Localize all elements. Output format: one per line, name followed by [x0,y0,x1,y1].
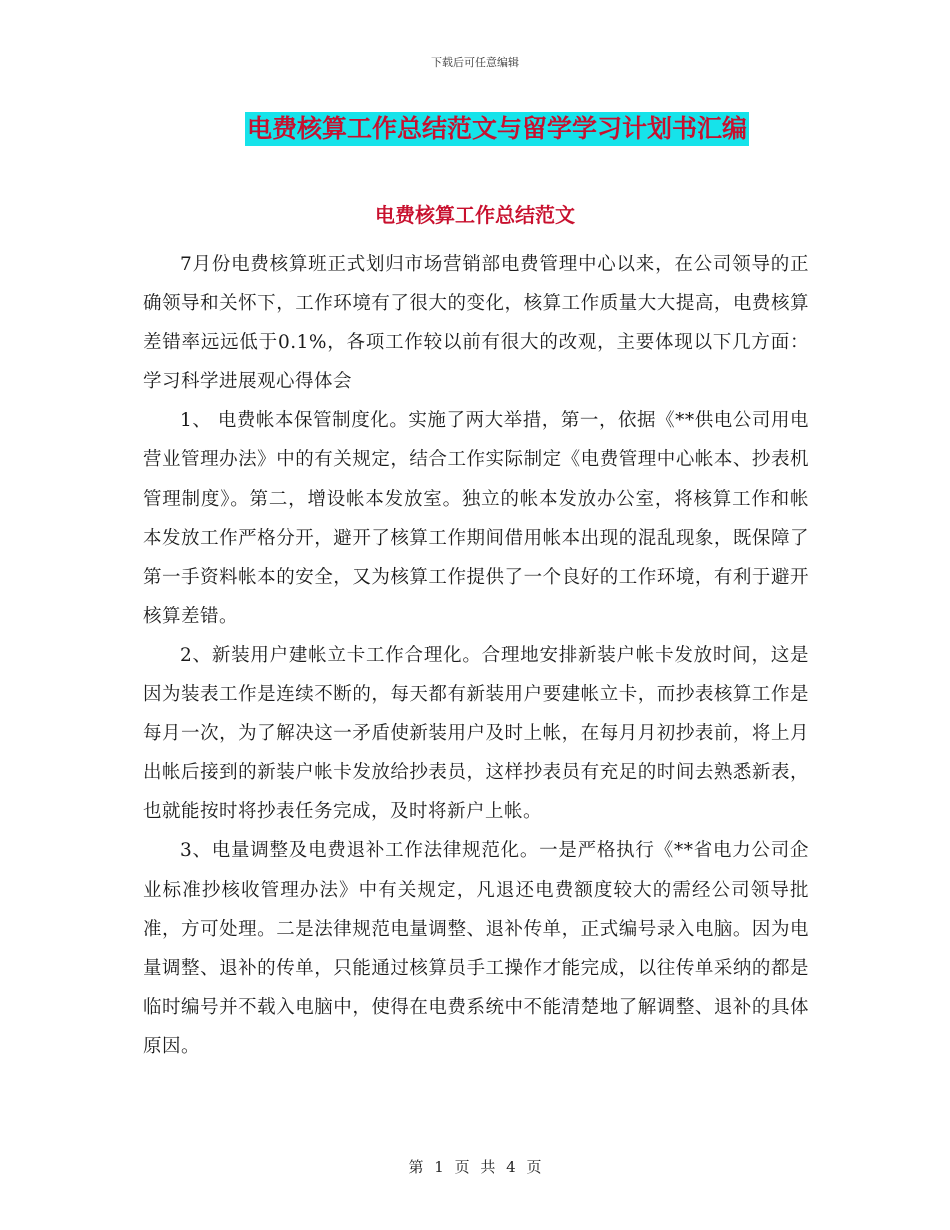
paragraph-item-1: 1、 电费帐本保管制度化。实施了两大举措，第一，依据《**供电公司用电营业管理办法》中的有关规定，结合工作实际制定《电费管理中心帐本、抄表机管理制度》。第二，增设帐本发放室。独立的帐本发放办公室，将核算工作和帐本发放工作严格分开，避开了核算工作期间借用帐本出现的混乱现象，既保障了第一手资料帐本的安全，又为核算工作提供了一个良好的工作环境，有利于避开核算差错。 [143,410,809,627]
paragraph-item-2: 2、新装用户建帐立卡工作合理化。合理地安排新装户帐卡发放时间，这是因为装表工作是连续不断的，每天都有新装用户要建帐立卡，而抄表核算工作是每月一次，为了解决这一矛盾使新装用户及时上帐，在每月月初抄表前，将上月出帐后接到的新装户帐卡发放给抄表员，这样抄表员有充足的时间去熟悉新表，也就能按时将抄表任务完成，及时将新户上帐。 [143,644,809,823]
document-body [143,245,809,1066]
document-title: 电费核算工作总结范文与留学学习计划书汇编 [245,112,749,146]
page-number-footer: 第 1 页 共 4 页 [408,1158,542,1176]
section-title: 电费核算工作总结范文 [375,203,575,227]
paragraph-item-3: 3、电量调整及电费退补工作法律规范化。一是严格执行《**省电力公司企业标准抄核收管理办法》中有关规定，凡退还电费额度较大的需经公司领导批准，方可处理。二是法律规范电量调整、退补传单，正式编号录入电脑。因为电量调整、退补的传单，只能通过核算员手工操作才能完成，以往传单采纳的都是临时编号并不载入电脑中，使得在电费系统中不能清楚地了解调整、退补的具体原因。 [143,840,809,1057]
page-header-note: 下载后可任意编辑 [431,56,519,69]
paragraph-intro: 7月份电费核算班正式划归市场营销部电费管理中心以来，在公司领导的正确领导和关怀下，工作环境有了很大的变化，核算工作质量大大提高，电费核算差错率远远低于0.1%，各项工作较以前有很大的改观，主要体现以下几方面：学习科学进展观心得体会 [143,254,809,393]
document-title-container [0,112,950,146]
